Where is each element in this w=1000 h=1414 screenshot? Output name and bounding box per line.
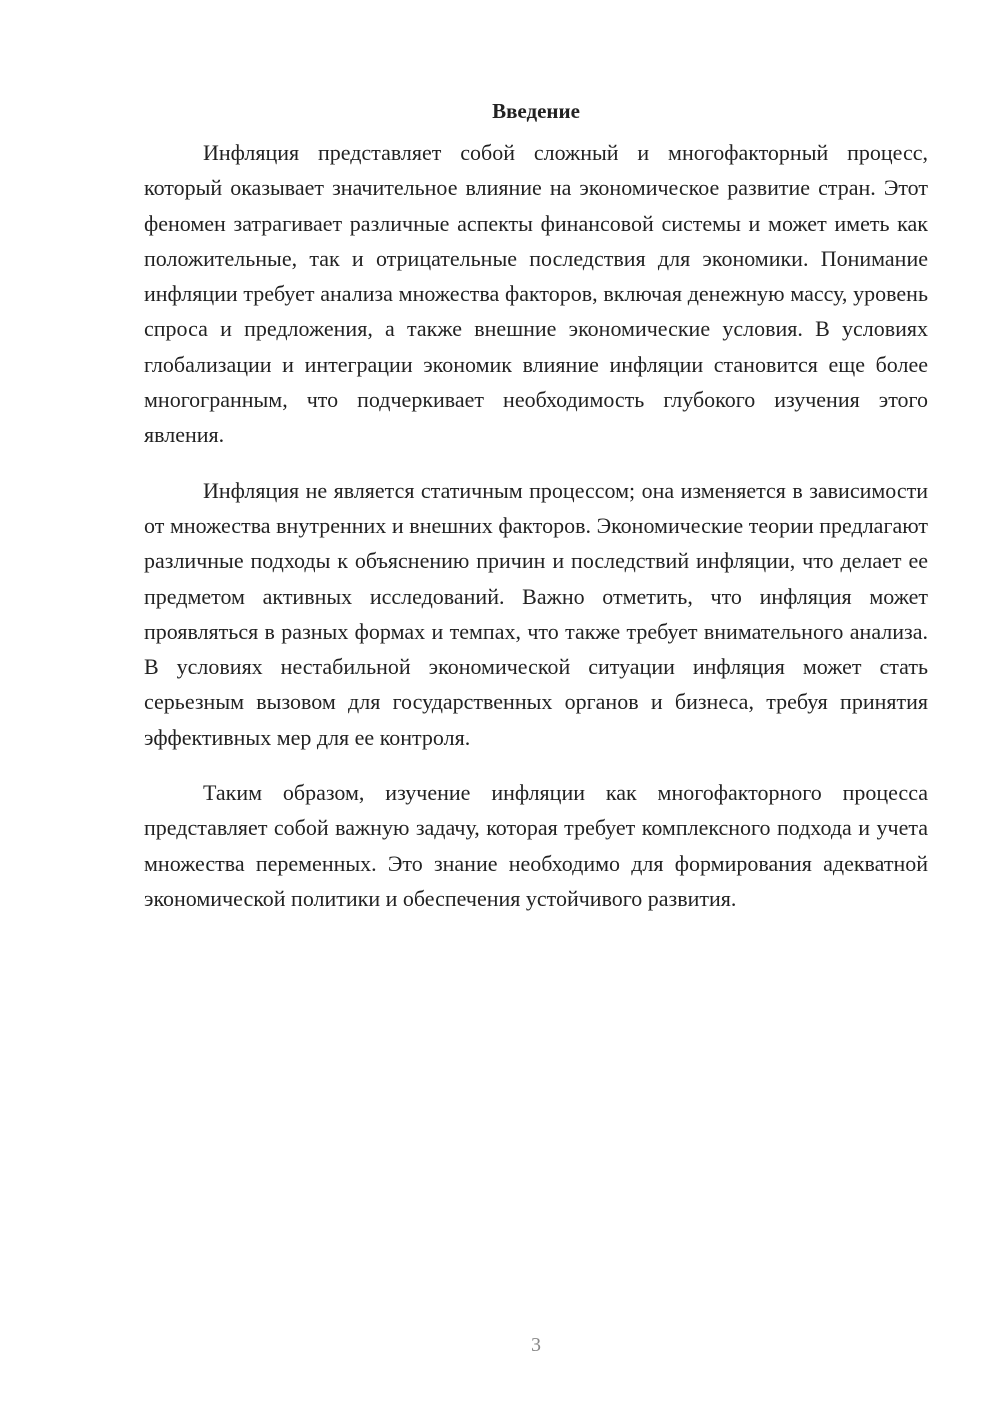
paragraph-3: Таким образом, изучение инфляции как многофакторного процесса представляет собой важную задачу, которая требует комплексного подхода и учета множества переменных. Это знание необходимо для формирования адекватной экономической политики и обеспечения устойчивого развития. [144, 780, 928, 911]
page-title: Введение [492, 99, 580, 123]
paragraph-2: Инфляция не является статичным процессом; она изменяется в зависимости от множества внутренних и внешних факторов. Экономические теории предлагают различные подходы к объяснению причин и последствий инфляции, что делает ее предметом активных исследований. Важно отметить, что инфляция может проявляться в разных формах и темпах, что также требует внимательного анализа. В условиях нестабильной экономической ситуации инфляция может стать серьезным вызовом для государственных органов и бизнеса, требуя принятия эффективных мер для ее контроля. [144, 477, 928, 750]
paragraph-1: Инфляция представляет собой сложный и многофакторный процесс, который оказывает значительное влияние на экономическое развитие стран. Этот феномен затрагивает различные аспекты финансовой системы и может иметь как положительные, так и отрицательные последствия для экономики. Понимание инфляции требует анализа множества факторов, включая денежную массу, уровень спроса и предложения, а также внешние экономические условия. В условиях глобализации и интеграции экономик влияние инфляции становится еще более многогранным, что подчеркивает необходимость глубокого изучения этого явления. [144, 140, 928, 448]
document-body [144, 96, 928, 936]
page-number: 3 [531, 1334, 541, 1356]
